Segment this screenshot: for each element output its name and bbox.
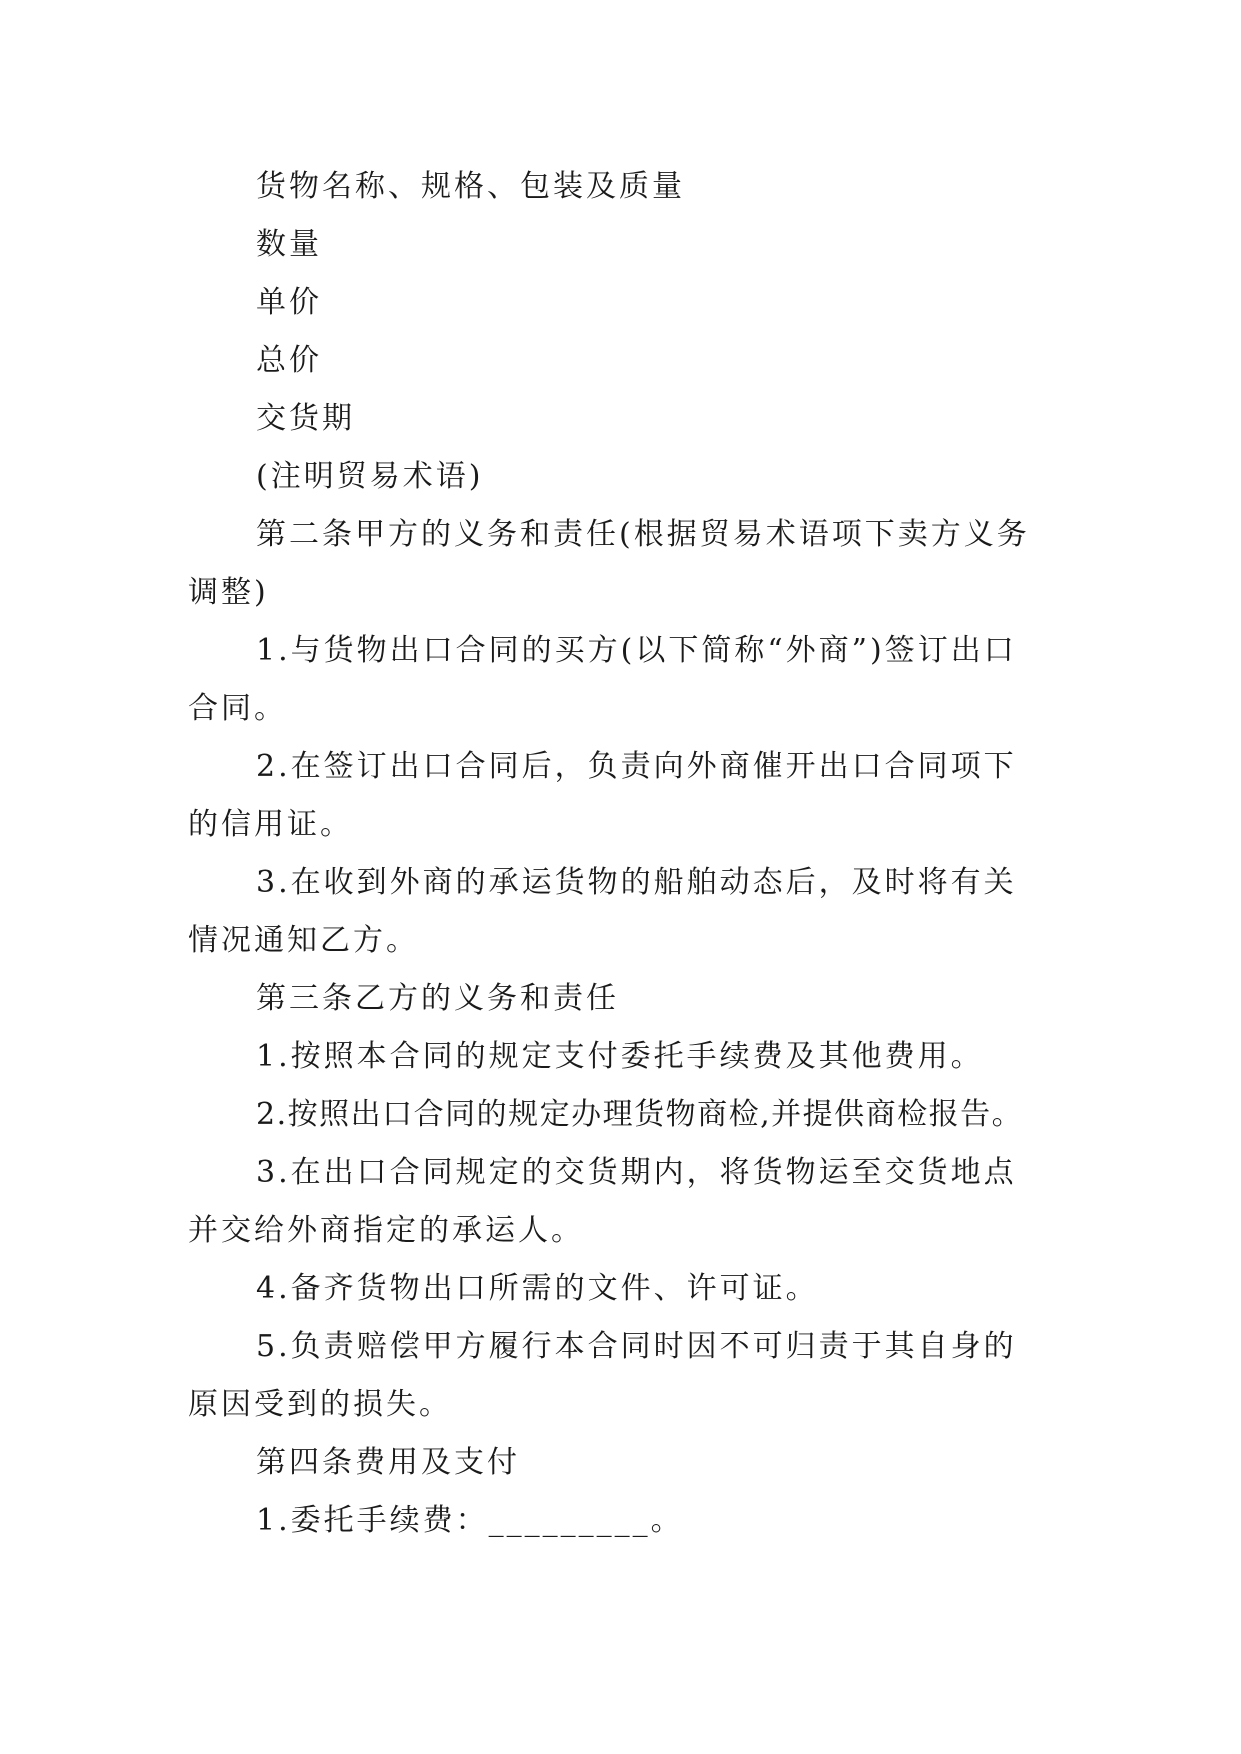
article-4-heading: 第四条费用及支付 [256, 1445, 520, 1480]
article-2-heading: 第二条甲方的义务和责任(根据贸易术语项下卖方义务调整) [188, 517, 1030, 610]
unit-price-line: 单价 [256, 285, 322, 320]
article-3-item-2: 2.按照出口合同的规定办理货物商检,并提供商检报告。 [256, 1097, 1024, 1132]
article-4-item-1: 1.委托手续费：_________。 [256, 1503, 684, 1538]
article-3-item-4: 4.备齐货物出口所需的文件、许可证。 [256, 1271, 819, 1306]
goods-name-spec-line: 货物名称、规格、包装及质量 [256, 169, 685, 204]
article-3-item-1: 1.按照本合同的规定支付委托手续费及其他费用。 [256, 1039, 984, 1074]
delivery-date-line: 交货期 [256, 401, 355, 436]
article-3-item-3: 3.在出口合同规定的交货期内，将货物运至交货地点并交给外商指定的承运人。 [188, 1155, 1017, 1248]
article-2-item-1: 1.与货物出口合同的买方(以下简称“外商”)签订出口合同。 [188, 633, 1017, 726]
article-2-item-2: 2.在签订出口合同后，负责向外商催开出口合同项下的信用证。 [188, 749, 1017, 842]
article-3-heading: 第三条乙方的义务和责任 [256, 981, 619, 1016]
article-3-item-5: 5.负责赔偿甲方履行本合同时因不可归责于其自身的原因受到的损失。 [188, 1329, 1017, 1422]
document-body [188, 158, 1048, 1550]
quantity-line: 数量 [256, 227, 322, 262]
trade-term-note: (注明贸易术语) [256, 459, 484, 494]
article-2-item-3: 3.在收到外商的承运货物的船舶动态后，及时将有关情况通知乙方。 [188, 865, 1017, 958]
total-price-line: 总价 [256, 343, 322, 378]
